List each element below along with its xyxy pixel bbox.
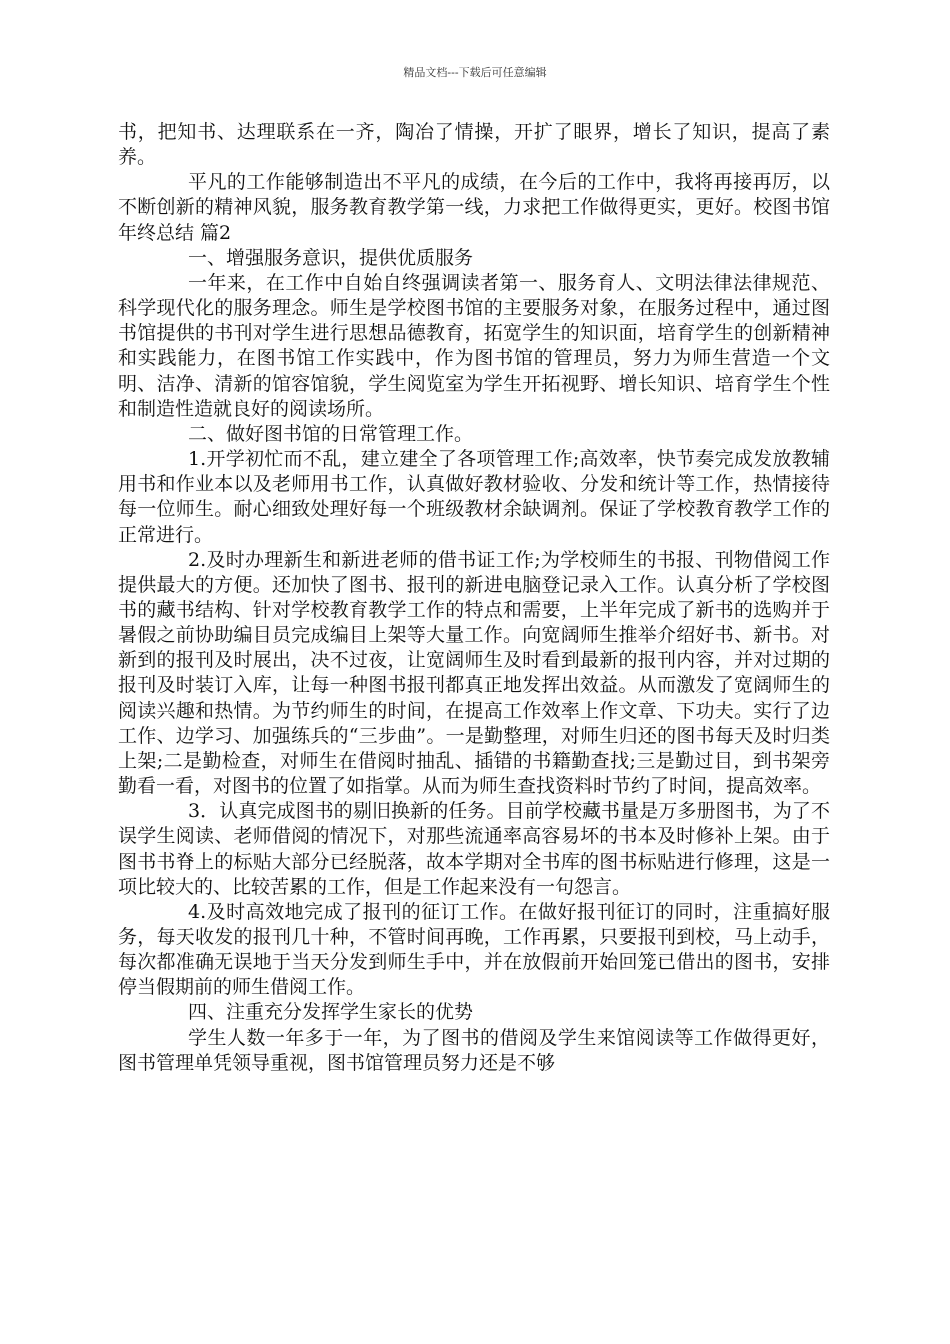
paragraph-2: 平凡的工作能够制造出不平凡的成绩，在今后的工作中，我将再接再厉，以不断创新的精神风貌，服务教育教学第一线，力求把工作做得更实，更好。校图书馆年终总结 篇2 — [118, 171, 830, 244]
paragraph-3: 一年来，在工作中自始自终强调读者第一、服务育人、文明法律法律规范、科学现代化的服务理念。师生是学校图书馆的主要服务对象，在服务过程中，通过图书馆提供的书刊对学生进行思想品德教育，拓宽学生的知识面，培育学生的创新精神和实践能力，在图书馆工作实践中，作为图书馆的管理员，努力为师生营造一个文明、洁净、清新的馆容馆貌，学生阅览室为学生开拓视野、增长知识、培育学生个性和制造性造就良好的阅读场所。 — [118, 271, 830, 420]
section-heading-4: 四、注重充分发挥学生家长的优势 — [188, 1001, 474, 1024]
list-item-2: 2.及时办理新生和新进老师的借书证工作;为学校师生的书报、刊物借阅工作提供最大的方便。还加快了图书、报刊的新进电脑登记录入工作。认真分析了学校图书的藏书结构、针对学校教育教学工作的特点和需要，上半年完成了新书的选购并于暑假之前协助编目员完成编目上架等大量工作。向宽阔师生推举介绍好书、新书。对新到的报刊及时展出，决不过夜，让宽阔师生及时看到最新的报刊内容，并对过期的报刊及时装订入库，让每一种图书报刊都真正地发挥出效益。从而激发了宽阔师生的阅读兴趣和热情。为节约师生的时间，在提高工作效率上作文章、下功夫。实行了边工作、边学习、加强练兵的“三步曲”。一是勤整理，对师生归还的图书每天及时归类上架;二是勤检查，对师生在借阅时抽乱、插错的书籍勤查找;三是勤过目，到书架旁勤看一看，对图书的位置了如指掌。从而为师生查找资料时节约了时间，提高效率。 — [118, 548, 830, 798]
section-heading-2: 二、做好图书馆的日常管理工作。 — [188, 422, 474, 445]
page-header: 精品文档---下载后可任意编辑 — [403, 66, 547, 79]
section-heading-1: 一、增强服务意识，提供优质服务 — [188, 246, 474, 269]
list-item-4: 4.及时高效地完成了报刊的征订工作。在做好报刊征订的同时，注重搞好服务，每天收发的报刊几十种，不管时间再晚，工作再累，只要报刊到校，马上动手，每次都准确无误地于当天分发到师生手中，并在放假前开始回笼已借出的图书，安排停当假期前的师生借阅工作。 — [118, 900, 830, 999]
paragraph-final: 学生人数一年多于一年，为了图书的借阅及学生来馆阅读等工作做得更好，图书管理单凭领导重视，图书馆管理员努力还是不够 — [118, 1026, 830, 1074]
paragraph-1: 书，把知书、达理联系在一齐，陶冶了情操，开扩了眼界，增长了知识，提高了素养。 — [118, 121, 830, 169]
list-item-1: 1.开学初忙而不乱，建立建全了各项管理工作;高效率，快节奏完成发放教辅用书和作业本以及老师用书工作，认真做好教材验收、分发和统计等工作，热情接待每一位师生。耐心细致处理好每一个班级教材余缺调剂。保证了学校教育教学工作的正常进行。 — [118, 448, 830, 546]
list-item-3: 3．认真完成图书的剔旧换新的任务。目前学校藏书量是万多册图书，为了不误学生阅读、老师借阅的情况下，对那些流通率高容易坏的书本及时修补上架。由于图书书脊上的标贴大部分已经脱落，故本学期对全书库的图书标贴进行修理，这是一项比较大的、比较苦累的工作，但是工作起来没有一句怨言。 — [118, 800, 830, 898]
document-body — [118, 120, 830, 1076]
